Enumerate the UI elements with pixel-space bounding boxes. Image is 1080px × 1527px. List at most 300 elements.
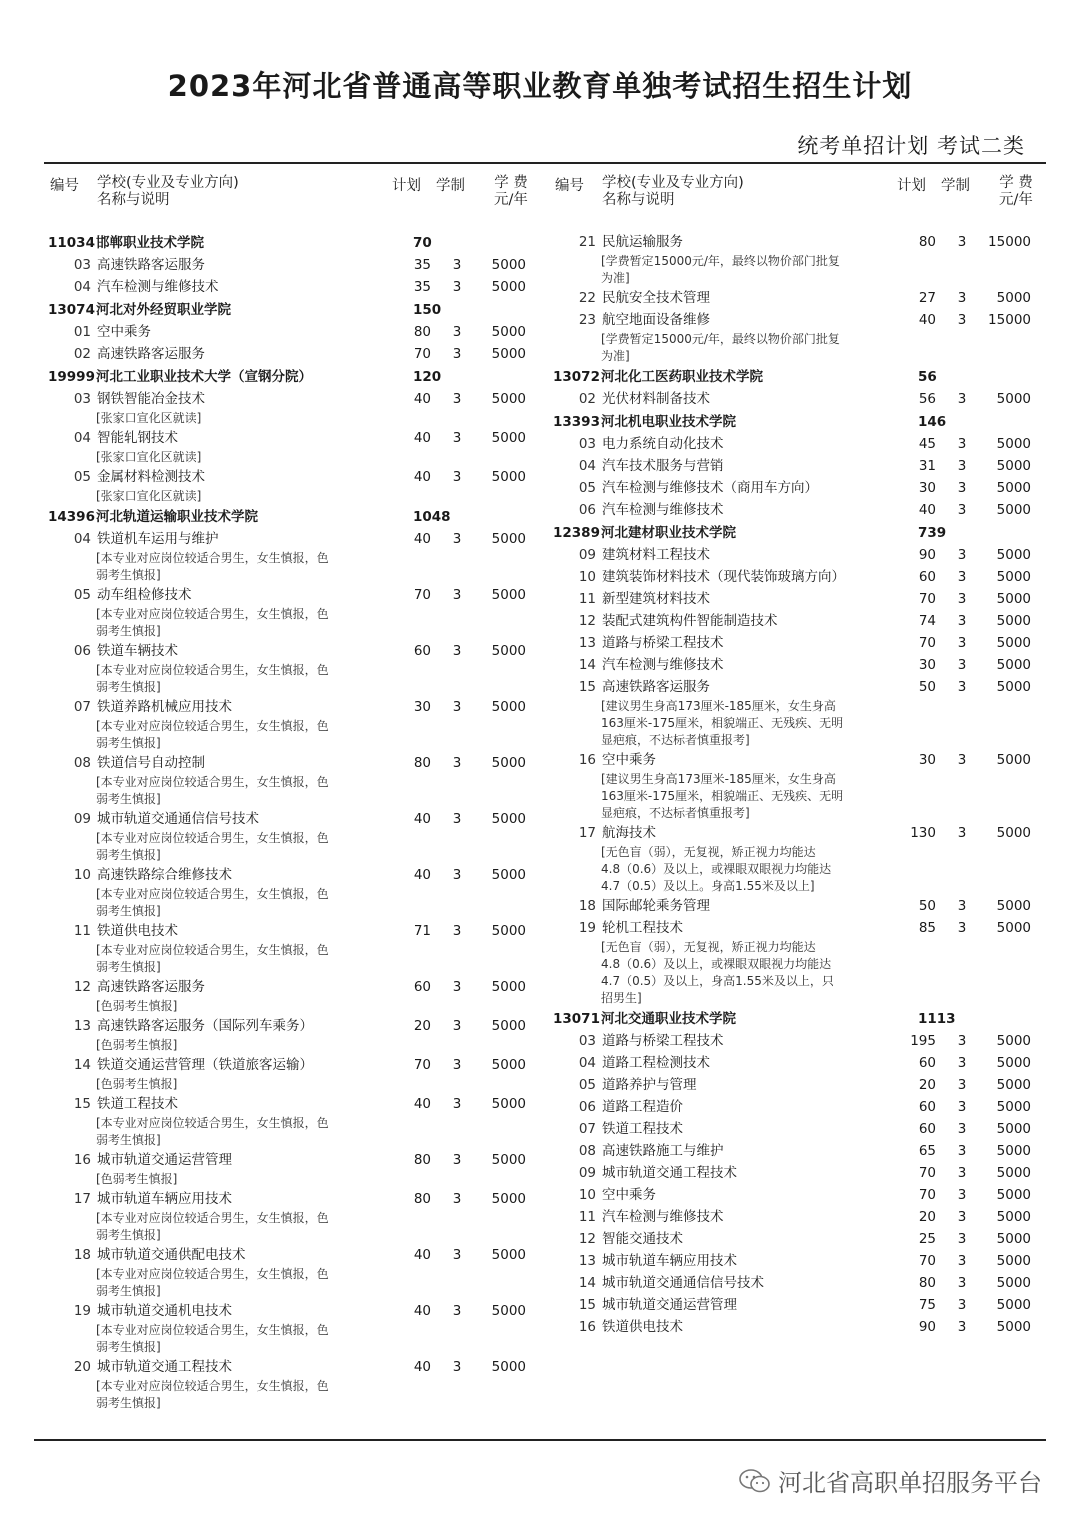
major-fee: 5000 bbox=[491, 1191, 526, 1207]
major-code: 16 bbox=[73, 1152, 91, 1168]
major-row bbox=[553, 1030, 1053, 1052]
major-years: 3 bbox=[452, 1057, 462, 1073]
major-fee: 5000 bbox=[491, 587, 526, 603]
school-row bbox=[48, 366, 548, 388]
major-name: 道路工程检测技术 bbox=[602, 1055, 710, 1071]
major-name: 城市轨道交通运营管理 bbox=[602, 1297, 737, 1313]
major-years: 3 bbox=[452, 1191, 462, 1207]
major-plan: 74 bbox=[918, 613, 936, 629]
major-name: 轮机工程技术 bbox=[602, 920, 683, 936]
major-name: 动车组检修技术 bbox=[97, 587, 192, 603]
header-plan: 计划 bbox=[897, 178, 926, 194]
major-fee: 5000 bbox=[491, 699, 526, 715]
major-plan: 60 bbox=[413, 979, 431, 995]
major-name: 金属材料检测技术 bbox=[97, 469, 205, 485]
major-plan: 75 bbox=[918, 1297, 936, 1313]
major-code: 13 bbox=[578, 1253, 596, 1269]
major-plan: 70 bbox=[413, 346, 431, 362]
major-fee: 5000 bbox=[996, 1055, 1031, 1071]
major-code: 11 bbox=[73, 923, 91, 939]
left-column bbox=[48, 175, 548, 1412]
major-code: 06 bbox=[578, 502, 596, 518]
major-fee: 15000 bbox=[988, 234, 1031, 250]
major-code: 11 bbox=[578, 591, 596, 607]
major-row bbox=[553, 1206, 1053, 1228]
major-fee: 5000 bbox=[996, 613, 1031, 629]
major-code: 06 bbox=[73, 643, 91, 659]
major-years: 3 bbox=[957, 825, 967, 841]
major-plan: 50 bbox=[918, 679, 936, 695]
header-code: 编号 bbox=[50, 178, 79, 194]
major-name: 高速铁路客运服务 bbox=[602, 679, 710, 695]
right-column bbox=[553, 175, 1053, 1338]
major-years: 3 bbox=[957, 1275, 967, 1291]
school-row bbox=[48, 232, 548, 254]
major-plan: 40 bbox=[413, 1359, 431, 1375]
major-plan: 80 bbox=[413, 324, 431, 340]
major-row bbox=[48, 388, 548, 410]
school-name: 河北机电职业技术学院 bbox=[601, 414, 736, 430]
watermark-text: 河北省高职单招服务平台 bbox=[778, 1469, 1042, 1497]
major-fee: 5000 bbox=[996, 1319, 1031, 1335]
major-row bbox=[48, 864, 548, 886]
major-row bbox=[48, 276, 548, 298]
major-name: 铁道交通运营管理（铁道旅客运输） bbox=[97, 1057, 313, 1073]
major-row bbox=[48, 696, 548, 718]
watermark bbox=[738, 1463, 1042, 1498]
major-years: 3 bbox=[957, 1231, 967, 1247]
major-plan: 90 bbox=[918, 1319, 936, 1335]
major-note: [色弱考生慎报] bbox=[96, 1077, 178, 1091]
school-row bbox=[553, 522, 1053, 544]
major-name: 城市轨道车辆应用技术 bbox=[602, 1253, 737, 1269]
header-fee-line2: 元/年 bbox=[494, 192, 528, 208]
major-fee: 5000 bbox=[996, 657, 1031, 673]
major-code: 03 bbox=[73, 257, 91, 273]
major-fee: 5000 bbox=[491, 1096, 526, 1112]
major-name: 航海技术 bbox=[602, 825, 656, 841]
major-code: 04 bbox=[73, 279, 91, 295]
school-plan-total: 70 bbox=[413, 235, 432, 251]
major-years: 3 bbox=[957, 1319, 967, 1335]
header-years: 学制 bbox=[941, 178, 970, 194]
major-code: 07 bbox=[73, 699, 91, 715]
major-fee: 5000 bbox=[491, 1303, 526, 1319]
major-name: 道路工程造价 bbox=[602, 1099, 683, 1115]
major-row bbox=[48, 528, 548, 550]
major-name: 铁道工程技术 bbox=[602, 1121, 683, 1137]
major-fee: 5000 bbox=[996, 290, 1031, 306]
major-years: 3 bbox=[452, 257, 462, 273]
major-years: 3 bbox=[957, 1121, 967, 1137]
major-row bbox=[553, 1184, 1053, 1206]
page-subtitle: 统考单招计划 考试二类 bbox=[797, 134, 1025, 158]
major-years: 3 bbox=[452, 324, 462, 340]
header-plan: 计划 bbox=[392, 178, 421, 194]
major-plan: 35 bbox=[413, 257, 431, 273]
major-years: 3 bbox=[957, 1099, 967, 1115]
major-plan: 70 bbox=[918, 1165, 936, 1181]
major-row bbox=[553, 1272, 1053, 1294]
major-name: 城市轨道交通机电技术 bbox=[97, 1303, 232, 1319]
major-code: 18 bbox=[578, 898, 596, 914]
school-name: 河北工业职业技术大学（宣钢分院） bbox=[96, 369, 312, 385]
major-plan: 70 bbox=[918, 1253, 936, 1269]
major-row bbox=[553, 1140, 1053, 1162]
school-plan-total: 120 bbox=[413, 369, 442, 385]
header-school-line1: 学校(专业及专业方向) bbox=[97, 175, 239, 191]
major-years: 3 bbox=[957, 752, 967, 768]
major-row bbox=[553, 1294, 1053, 1316]
major-fee: 5000 bbox=[491, 1359, 526, 1375]
major-code: 20 bbox=[73, 1359, 91, 1375]
major-years: 3 bbox=[957, 591, 967, 607]
major-plan: 20 bbox=[918, 1209, 936, 1225]
major-plan: 70 bbox=[918, 1187, 936, 1203]
major-name: 空中乘务 bbox=[97, 324, 151, 340]
major-fee: 5000 bbox=[491, 279, 526, 295]
school-code: 13074 bbox=[48, 302, 95, 318]
major-note: [本专业对应岗位较适合男生，女生慎报，色 弱考生慎报] bbox=[96, 775, 329, 806]
major-code: 15 bbox=[578, 679, 596, 695]
major-fee: 5000 bbox=[996, 436, 1031, 452]
major-fee: 5000 bbox=[491, 1018, 526, 1034]
major-plan: 80 bbox=[918, 234, 936, 250]
major-years: 3 bbox=[452, 1096, 462, 1112]
major-years: 3 bbox=[452, 1303, 462, 1319]
major-code: 21 bbox=[578, 234, 596, 250]
major-row bbox=[48, 752, 548, 774]
major-years: 3 bbox=[957, 391, 967, 407]
major-name: 高速铁路客运服务 bbox=[97, 257, 205, 273]
major-code: 05 bbox=[578, 480, 596, 496]
major-name: 电力系统自动化技术 bbox=[602, 436, 724, 452]
major-years: 3 bbox=[957, 436, 967, 452]
major-fee: 5000 bbox=[491, 811, 526, 827]
major-row bbox=[48, 1015, 548, 1037]
major-row bbox=[48, 1149, 548, 1171]
major-plan: 195 bbox=[910, 1033, 936, 1049]
major-fee: 5000 bbox=[491, 257, 526, 273]
major-plan: 40 bbox=[413, 811, 431, 827]
major-fee: 5000 bbox=[996, 1231, 1031, 1247]
major-plan: 25 bbox=[918, 1231, 936, 1247]
major-fee: 5000 bbox=[491, 1057, 526, 1073]
header-school bbox=[602, 175, 744, 209]
major-note: [本专业对应岗位较适合男生，女生慎报，色 弱考生慎报] bbox=[96, 831, 329, 862]
major-fee: 5000 bbox=[996, 569, 1031, 585]
major-fee: 5000 bbox=[491, 643, 526, 659]
major-name: 铁道机车运用与维护 bbox=[97, 531, 219, 547]
major-years: 3 bbox=[957, 480, 967, 496]
major-name: 铁道信号自动控制 bbox=[97, 755, 205, 771]
major-years: 3 bbox=[957, 1055, 967, 1071]
major-name: 新型建筑材料技术 bbox=[602, 591, 710, 607]
major-plan: 70 bbox=[413, 587, 431, 603]
major-plan: 30 bbox=[918, 657, 936, 673]
major-row bbox=[553, 610, 1053, 632]
major-years: 3 bbox=[957, 920, 967, 936]
major-fee: 5000 bbox=[996, 679, 1031, 695]
major-code: 11 bbox=[578, 1209, 596, 1225]
table-header bbox=[553, 175, 1053, 227]
major-fee: 5000 bbox=[996, 591, 1031, 607]
major-row bbox=[553, 588, 1053, 610]
major-fee: 5000 bbox=[996, 1275, 1031, 1291]
major-row bbox=[553, 1228, 1053, 1250]
major-years: 3 bbox=[957, 1253, 967, 1269]
major-code: 14 bbox=[578, 1275, 596, 1291]
major-name: 汽车检测与维修技术 bbox=[602, 657, 724, 673]
major-name: 汽车检测与维修技术 bbox=[602, 1209, 724, 1225]
major-plan: 40 bbox=[413, 1247, 431, 1263]
header-school-line2: 名称与说明 bbox=[97, 192, 170, 208]
school-name: 河北化工医药职业技术学院 bbox=[601, 369, 763, 385]
major-name: 高速铁路综合维修技术 bbox=[97, 867, 232, 883]
major-name: 城市轨道交通通信信号技术 bbox=[602, 1275, 764, 1291]
major-name: 铁道供电技术 bbox=[602, 1319, 683, 1335]
major-row bbox=[553, 231, 1053, 253]
major-note: [本专业对应岗位较适合男生，女生慎报，色 弱考生慎报] bbox=[96, 663, 329, 694]
major-row bbox=[48, 1054, 548, 1076]
school-name: 河北交通职业技术学院 bbox=[601, 1011, 736, 1027]
major-years: 3 bbox=[957, 458, 967, 474]
major-fee: 5000 bbox=[996, 1077, 1031, 1093]
major-row bbox=[48, 1093, 548, 1115]
major-row bbox=[553, 1316, 1053, 1338]
major-row bbox=[553, 654, 1053, 676]
major-row bbox=[553, 499, 1053, 521]
major-years: 3 bbox=[452, 923, 462, 939]
major-code: 03 bbox=[73, 391, 91, 407]
major-name: 汽车技术服务与营销 bbox=[602, 458, 724, 474]
header-fee bbox=[486, 175, 536, 209]
major-name: 高速铁路客运服务（国际列车乘务） bbox=[97, 1018, 313, 1034]
major-fee: 5000 bbox=[996, 752, 1031, 768]
major-fee: 5000 bbox=[491, 469, 526, 485]
major-code: 08 bbox=[73, 755, 91, 771]
major-name: 高速铁路客运服务 bbox=[97, 346, 205, 362]
major-fee: 5000 bbox=[491, 391, 526, 407]
major-note: [本专业对应岗位较适合男生，女生慎报，色 弱考生慎报] bbox=[96, 943, 329, 974]
major-name: 建筑装饰材料技术（现代装饰玻璃方向） bbox=[602, 569, 845, 585]
major-plan: 85 bbox=[918, 920, 936, 936]
school-plan-total: 1113 bbox=[918, 1011, 956, 1027]
major-plan: 40 bbox=[413, 867, 431, 883]
major-note: [学费暂定15000元/年，最终以物价部门批复 为准] bbox=[601, 254, 840, 285]
major-code: 05 bbox=[73, 469, 91, 485]
major-years: 3 bbox=[452, 867, 462, 883]
major-row bbox=[553, 388, 1053, 410]
school-code: 13072 bbox=[553, 369, 600, 385]
major-fee: 5000 bbox=[996, 458, 1031, 474]
major-name: 空中乘务 bbox=[602, 1187, 656, 1203]
major-note: [无色盲（弱），无复视，矫正视力均能达 4.8（0.6）及以上，或裸眼双眼视力均能达 4.7（0.5）及以上，身高1.55米及以上，只 招男生] bbox=[601, 940, 834, 1005]
major-plan: 60 bbox=[918, 569, 936, 585]
major-note: [本专业对应岗位较适合男生，女生慎报，色 弱考生慎报] bbox=[96, 719, 329, 750]
major-years: 3 bbox=[452, 531, 462, 547]
major-plan: 40 bbox=[918, 312, 936, 328]
major-plan: 80 bbox=[413, 755, 431, 771]
major-code: 22 bbox=[578, 290, 596, 306]
major-code: 17 bbox=[578, 825, 596, 841]
major-years: 3 bbox=[452, 430, 462, 446]
major-name: 高速铁路施工与维护 bbox=[602, 1143, 724, 1159]
major-code: 13 bbox=[578, 635, 596, 651]
header-fee-line2: 元/年 bbox=[999, 192, 1033, 208]
major-name: 铁道供电技术 bbox=[97, 923, 178, 939]
major-fee: 5000 bbox=[996, 547, 1031, 563]
major-plan: 40 bbox=[413, 1303, 431, 1319]
school-plan-total: 1048 bbox=[413, 509, 451, 525]
major-name: 航空地面设备维修 bbox=[602, 312, 710, 328]
major-years: 3 bbox=[452, 346, 462, 362]
major-row bbox=[48, 920, 548, 942]
major-years: 3 bbox=[957, 290, 967, 306]
major-code: 04 bbox=[73, 531, 91, 547]
major-code: 04 bbox=[578, 458, 596, 474]
school-name: 河北建材职业技术学院 bbox=[601, 525, 736, 541]
major-fee: 15000 bbox=[988, 312, 1031, 328]
major-fee: 5000 bbox=[491, 1152, 526, 1168]
major-plan: 56 bbox=[918, 391, 936, 407]
major-years: 3 bbox=[957, 1077, 967, 1093]
major-note: [建议男生身高173厘米-185厘米，女生身高 163厘米-175厘米，相貌端正、无残疾、无明 显疤痕，不达标者慎重报考] bbox=[601, 772, 844, 820]
major-code: 09 bbox=[73, 811, 91, 827]
school-row bbox=[553, 1008, 1053, 1030]
school-code: 19999 bbox=[48, 369, 95, 385]
footer-divider bbox=[34, 1439, 1046, 1441]
school-plan-total: 739 bbox=[918, 525, 947, 541]
header-fee-line1: 学 费 bbox=[494, 175, 528, 191]
major-note: [本专业对应岗位较适合男生，女生慎报，色 弱考生慎报] bbox=[96, 1379, 329, 1410]
major-code: 08 bbox=[578, 1143, 596, 1159]
major-name: 高速铁路客运服务 bbox=[97, 979, 205, 995]
major-name: 汽车检测与维修技术 bbox=[97, 279, 219, 295]
major-name: 空中乘务 bbox=[602, 752, 656, 768]
major-years: 3 bbox=[452, 643, 462, 659]
major-row bbox=[553, 895, 1053, 917]
major-years: 3 bbox=[452, 699, 462, 715]
major-code: 15 bbox=[73, 1096, 91, 1112]
school-name: 邯郸职业技术学院 bbox=[96, 235, 204, 251]
major-years: 3 bbox=[452, 1247, 462, 1263]
major-years: 3 bbox=[452, 979, 462, 995]
major-plan: 70 bbox=[918, 591, 936, 607]
major-name: 铁道车辆技术 bbox=[97, 643, 178, 659]
major-years: 3 bbox=[957, 613, 967, 629]
major-note: [张家口宣化区就读] bbox=[96, 411, 202, 425]
major-row bbox=[48, 254, 548, 276]
header-code: 编号 bbox=[555, 178, 584, 194]
major-years: 3 bbox=[957, 1165, 967, 1181]
major-name: 智能交通技术 bbox=[602, 1231, 683, 1247]
major-note: [建议男生身高173厘米-185厘米，女生身高 163厘米-175厘米，相貌端正、无残疾、无明 显疤痕，不达标者慎重报考] bbox=[601, 699, 844, 747]
major-code: 23 bbox=[578, 312, 596, 328]
major-plan: 80 bbox=[413, 1152, 431, 1168]
major-row bbox=[553, 287, 1053, 309]
major-row bbox=[553, 822, 1053, 844]
major-years: 3 bbox=[957, 1033, 967, 1049]
major-name: 汽车检测与维修技术 bbox=[602, 502, 724, 518]
major-plan: 60 bbox=[918, 1099, 936, 1115]
major-plan: 40 bbox=[413, 531, 431, 547]
major-name: 智能轧钢技术 bbox=[97, 430, 178, 446]
major-fee: 5000 bbox=[491, 430, 526, 446]
major-plan: 65 bbox=[918, 1143, 936, 1159]
major-plan: 40 bbox=[413, 469, 431, 485]
major-code: 03 bbox=[578, 436, 596, 452]
major-name: 道路与桥梁工程技术 bbox=[602, 1033, 724, 1049]
major-code: 10 bbox=[578, 1187, 596, 1203]
major-code: 04 bbox=[73, 430, 91, 446]
major-fee: 5000 bbox=[996, 898, 1031, 914]
major-years: 3 bbox=[957, 502, 967, 518]
major-row bbox=[48, 640, 548, 662]
major-plan: 50 bbox=[918, 898, 936, 914]
major-fee: 5000 bbox=[996, 920, 1031, 936]
major-fee: 5000 bbox=[996, 502, 1031, 518]
major-code: 02 bbox=[73, 346, 91, 362]
major-code: 19 bbox=[73, 1303, 91, 1319]
major-plan: 30 bbox=[918, 480, 936, 496]
major-name: 城市轨道交通工程技术 bbox=[602, 1165, 737, 1181]
major-code: 14 bbox=[578, 657, 596, 673]
major-plan: 130 bbox=[910, 825, 936, 841]
major-code: 04 bbox=[578, 1055, 596, 1071]
major-fee: 5000 bbox=[996, 825, 1031, 841]
major-plan: 20 bbox=[918, 1077, 936, 1093]
major-code: 09 bbox=[578, 1165, 596, 1181]
major-note: [本专业对应岗位较适合男生，女生慎报，色 弱考生慎报] bbox=[96, 607, 329, 638]
major-code: 09 bbox=[578, 547, 596, 563]
major-note: [张家口宣化区就读] bbox=[96, 489, 202, 503]
major-fee: 5000 bbox=[491, 531, 526, 547]
major-years: 3 bbox=[452, 469, 462, 485]
major-name: 民航安全技术管理 bbox=[602, 290, 710, 306]
major-fee: 5000 bbox=[491, 755, 526, 771]
major-plan: 40 bbox=[918, 502, 936, 518]
school-row bbox=[48, 299, 548, 321]
major-row bbox=[553, 632, 1053, 654]
major-note: [色弱考生慎报] bbox=[96, 1038, 178, 1052]
major-row bbox=[553, 917, 1053, 939]
major-years: 3 bbox=[957, 635, 967, 651]
major-fee: 5000 bbox=[491, 346, 526, 362]
major-years: 3 bbox=[957, 898, 967, 914]
major-row bbox=[553, 1250, 1053, 1272]
major-years: 3 bbox=[452, 1359, 462, 1375]
major-row bbox=[48, 1188, 548, 1210]
major-row bbox=[553, 544, 1053, 566]
major-years: 3 bbox=[452, 279, 462, 295]
major-code: 03 bbox=[578, 1033, 596, 1049]
header-school-line2: 名称与说明 bbox=[602, 192, 675, 208]
left-table-body bbox=[48, 232, 548, 1412]
major-row bbox=[48, 343, 548, 365]
major-years: 3 bbox=[452, 587, 462, 603]
major-code: 15 bbox=[578, 1297, 596, 1313]
major-years: 3 bbox=[452, 1018, 462, 1034]
major-name: 铁道养路机械应用技术 bbox=[97, 699, 232, 715]
major-row bbox=[48, 1244, 548, 1266]
major-plan: 27 bbox=[918, 290, 936, 306]
major-row bbox=[48, 466, 548, 488]
major-code: 19 bbox=[578, 920, 596, 936]
major-code: 05 bbox=[578, 1077, 596, 1093]
major-row bbox=[48, 427, 548, 449]
major-years: 3 bbox=[957, 679, 967, 695]
